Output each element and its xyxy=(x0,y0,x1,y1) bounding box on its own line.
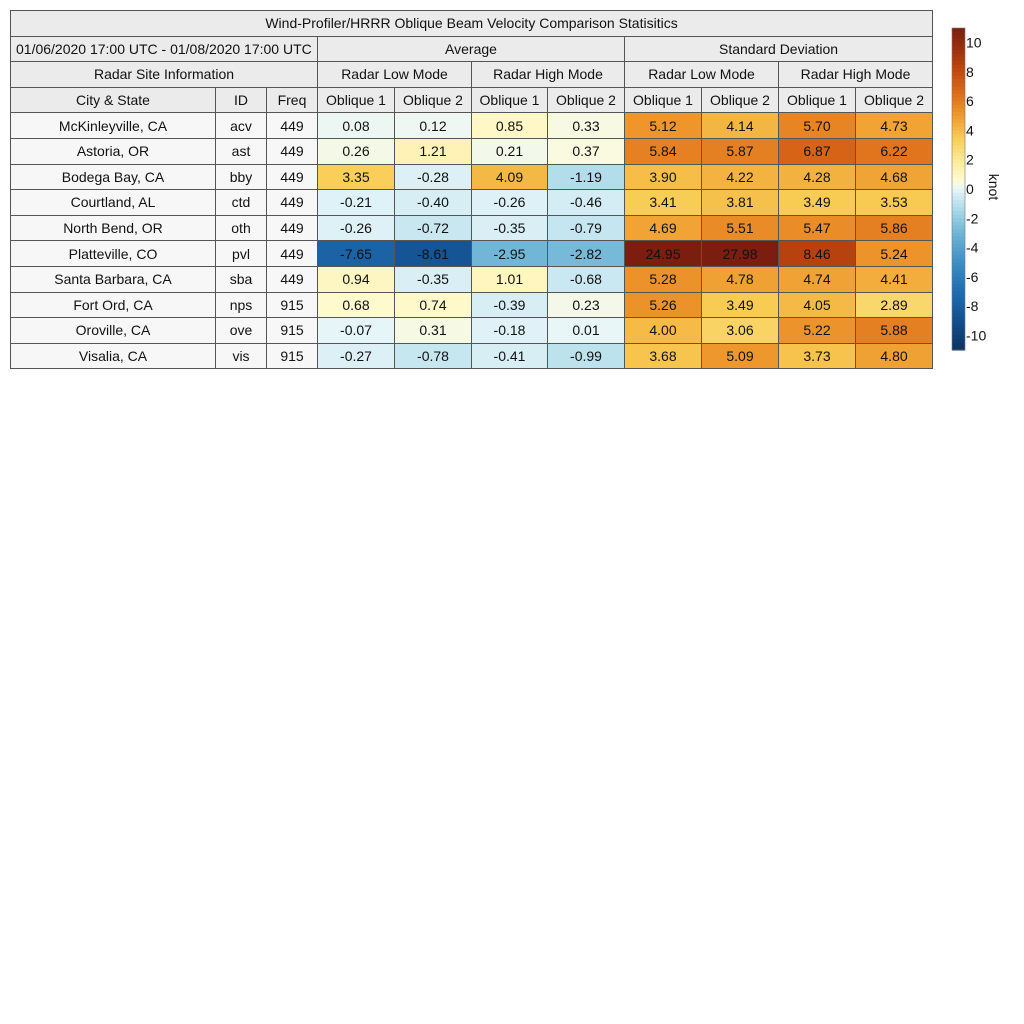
colorbar-segment xyxy=(952,123,965,127)
colorbar-segment xyxy=(952,68,965,72)
site-id: nps xyxy=(216,292,267,318)
value-cell: 5.22 xyxy=(779,318,856,344)
colorbar-segment xyxy=(952,295,965,299)
site-city: Santa Barbara, CA xyxy=(11,266,216,292)
site-id: vis xyxy=(216,343,267,369)
colorbar-tick-label: 4 xyxy=(966,122,974,139)
table-row xyxy=(11,318,933,344)
site-freq: 449 xyxy=(267,164,318,190)
value-cell: -0.72 xyxy=(395,215,472,241)
value-cell: 4.14 xyxy=(702,113,779,139)
colorbar-segment xyxy=(952,222,965,226)
value-cell: -8.61 xyxy=(395,241,472,267)
column-header: Oblique 1 xyxy=(472,87,548,113)
value-cell: 3.81 xyxy=(702,190,779,216)
value-cell: 0.23 xyxy=(548,292,625,318)
table-row xyxy=(11,266,933,292)
table-row xyxy=(11,343,933,369)
colorbar-segment xyxy=(952,291,965,295)
site-city: Fort Ord, CA xyxy=(11,292,216,318)
colorbar-segment xyxy=(952,76,965,80)
site-freq: 449 xyxy=(267,113,318,139)
value-cell: 3.49 xyxy=(702,292,779,318)
value-cell: 5.86 xyxy=(856,215,933,241)
colorbar-segment xyxy=(952,83,965,87)
value-cell: 4.73 xyxy=(856,113,933,139)
site-city: Bodega Bay, CA xyxy=(11,164,216,190)
date-range: 01/06/2020 17:00 UTC - 01/08/2020 17:00 UTC xyxy=(11,36,318,62)
colorbar-segment xyxy=(952,61,965,65)
colorbar xyxy=(950,26,1022,356)
colorbar-segment xyxy=(952,200,965,204)
value-cell: 6.87 xyxy=(779,138,856,164)
value-cell: -0.18 xyxy=(472,318,548,344)
colorbar-segment xyxy=(952,160,965,164)
colorbar-segment xyxy=(952,280,965,284)
value-cell: 0.12 xyxy=(395,113,472,139)
colorbar-segment xyxy=(952,317,965,321)
value-cell: 0.01 xyxy=(548,318,625,344)
value-cell: -0.39 xyxy=(472,292,548,318)
colorbar-segment xyxy=(952,152,965,156)
value-cell: -0.28 xyxy=(395,164,472,190)
column-header: Oblique 2 xyxy=(548,87,625,113)
value-cell: 3.68 xyxy=(625,343,702,369)
value-cell: 0.08 xyxy=(318,113,395,139)
colorbar-segment xyxy=(952,332,965,336)
colorbar-segment xyxy=(952,130,965,134)
value-cell: -1.19 xyxy=(548,164,625,190)
colorbar-segment xyxy=(952,109,965,113)
stddev-group-header: Standard Deviation xyxy=(625,36,933,62)
colorbar-segment xyxy=(952,178,965,182)
site-freq: 915 xyxy=(267,343,318,369)
value-cell: 8.46 xyxy=(779,241,856,267)
value-cell: -0.35 xyxy=(395,266,472,292)
table-row xyxy=(11,241,933,267)
site-freq: 449 xyxy=(267,138,318,164)
value-cell: -0.40 xyxy=(395,190,472,216)
value-cell: -0.78 xyxy=(395,343,472,369)
colorbar-segment xyxy=(952,189,965,193)
colorbar-tick-label: 0 xyxy=(966,181,974,197)
value-cell: 0.68 xyxy=(318,292,395,318)
value-cell: 0.94 xyxy=(318,266,395,292)
value-cell: 4.22 xyxy=(702,164,779,190)
value-cell: 3.53 xyxy=(856,190,933,216)
colorbar-segment xyxy=(952,299,965,303)
value-cell: 4.09 xyxy=(472,164,548,190)
colorbar-segment xyxy=(952,204,965,208)
value-cell: -0.26 xyxy=(318,215,395,241)
colorbar-segment xyxy=(952,54,965,58)
value-cell: 3.49 xyxy=(779,190,856,216)
colorbar-segment xyxy=(952,182,965,186)
mode-header: Radar Low Mode xyxy=(318,62,472,88)
column-header: Oblique 1 xyxy=(779,87,856,113)
site-id: oth xyxy=(216,215,267,241)
site-freq: 449 xyxy=(267,241,318,267)
site-id: ove xyxy=(216,318,267,344)
value-cell: -2.82 xyxy=(548,241,625,267)
colorbar-segment xyxy=(952,43,965,47)
value-cell: 3.73 xyxy=(779,343,856,369)
colorbar-segment xyxy=(952,244,965,248)
site-freq: 915 xyxy=(267,318,318,344)
column-header: Oblique 2 xyxy=(856,87,933,113)
colorbar-segment xyxy=(952,156,965,160)
site-id: ast xyxy=(216,138,267,164)
colorbar-segment xyxy=(952,193,965,197)
colorbar-segment xyxy=(952,262,965,266)
column-header: City & State xyxy=(11,87,216,113)
colorbar-segment xyxy=(952,185,965,189)
value-cell: 1.01 xyxy=(472,266,548,292)
value-cell: 5.88 xyxy=(856,318,933,344)
colorbar-tick-label: 8 xyxy=(966,63,974,80)
value-cell: -0.21 xyxy=(318,190,395,216)
colorbar-segment xyxy=(952,145,965,149)
colorbar-segment xyxy=(952,98,965,102)
site-id: bby xyxy=(216,164,267,190)
colorbar-segment xyxy=(952,79,965,83)
column-header: Oblique 1 xyxy=(625,87,702,113)
column-header: Oblique 1 xyxy=(318,87,395,113)
value-cell: 3.90 xyxy=(625,164,702,190)
site-info-header: Radar Site Information xyxy=(11,62,318,88)
colorbar-segment xyxy=(952,149,965,153)
colorbar-segment xyxy=(952,207,965,211)
column-header: ID xyxy=(216,87,267,113)
colorbar-segment xyxy=(952,167,965,171)
column-header: Oblique 2 xyxy=(395,87,472,113)
colorbar-segment xyxy=(952,127,965,131)
value-cell: 4.74 xyxy=(779,266,856,292)
site-city: McKinleyville, CA xyxy=(11,113,216,139)
colorbar-segment xyxy=(952,116,965,120)
colorbar-segment xyxy=(952,174,965,178)
colorbar-tick-label: 2 xyxy=(966,151,974,168)
value-cell: 27.98 xyxy=(702,241,779,267)
colorbar-segment xyxy=(952,237,965,241)
value-cell: 0.31 xyxy=(395,318,472,344)
colorbar-segment xyxy=(952,134,965,138)
site-city: North Bend, OR xyxy=(11,215,216,241)
value-cell: 5.70 xyxy=(779,113,856,139)
value-cell: 5.26 xyxy=(625,292,702,318)
value-cell: -0.68 xyxy=(548,266,625,292)
colorbar-segment xyxy=(952,339,965,343)
value-cell: 6.22 xyxy=(856,138,933,164)
table-body xyxy=(11,113,933,369)
colorbar-segment xyxy=(952,141,965,145)
value-cell: 4.05 xyxy=(779,292,856,318)
colorbar-tick-label: -8 xyxy=(966,298,979,315)
value-cell: 24.95 xyxy=(625,241,702,267)
table-row xyxy=(11,292,933,318)
value-cell: -0.79 xyxy=(548,215,625,241)
colorbar-segment xyxy=(952,229,965,233)
value-cell: 5.51 xyxy=(702,215,779,241)
site-id: ctd xyxy=(216,190,267,216)
value-cell: -0.46 xyxy=(548,190,625,216)
colorbar-tick-label: -4 xyxy=(966,239,979,256)
site-freq: 915 xyxy=(267,292,318,318)
colorbar-segment xyxy=(952,28,965,32)
value-cell: 4.41 xyxy=(856,266,933,292)
colorbar-segment xyxy=(952,32,965,36)
value-cell: 0.85 xyxy=(472,113,548,139)
value-cell: 0.33 xyxy=(548,113,625,139)
value-cell: 4.00 xyxy=(625,318,702,344)
value-cell: 5.24 xyxy=(856,241,933,267)
colorbar-segment xyxy=(952,171,965,175)
colorbar-tick-label: 6 xyxy=(966,93,974,110)
value-cell: -0.41 xyxy=(472,343,548,369)
colorbar-tick-label: 10 xyxy=(966,34,982,51)
site-id: sba xyxy=(216,266,267,292)
site-city: Courtland, AL xyxy=(11,190,216,216)
colorbar-segment xyxy=(952,270,965,274)
colorbar-segment xyxy=(952,240,965,244)
value-cell: 4.69 xyxy=(625,215,702,241)
site-freq: 449 xyxy=(267,190,318,216)
value-cell: -2.95 xyxy=(472,241,548,267)
site-city: Visalia, CA xyxy=(11,343,216,369)
value-cell: 4.28 xyxy=(779,164,856,190)
average-group-header: Average xyxy=(318,36,625,62)
colorbar-segment xyxy=(952,196,965,200)
colorbar-segment xyxy=(952,313,965,317)
site-city: Oroville, CA xyxy=(11,318,216,344)
colorbar-segment xyxy=(952,138,965,142)
value-cell: -0.35 xyxy=(472,215,548,241)
colorbar-tick-label: -6 xyxy=(966,268,979,285)
colorbar-segment xyxy=(952,306,965,310)
value-cell: 5.09 xyxy=(702,343,779,369)
colorbar-segment xyxy=(952,288,965,292)
value-cell: 5.28 xyxy=(625,266,702,292)
value-cell: 0.26 xyxy=(318,138,395,164)
colorbar-segment xyxy=(952,273,965,277)
colorbar-segment xyxy=(952,119,965,123)
colorbar-segment xyxy=(952,233,965,237)
colorbar-segment xyxy=(952,335,965,339)
table-row xyxy=(11,113,933,139)
colorbar-segment xyxy=(952,259,965,263)
value-cell: -0.07 xyxy=(318,318,395,344)
statistics-table xyxy=(10,10,933,369)
colorbar-segment xyxy=(952,87,965,91)
value-cell: 3.41 xyxy=(625,190,702,216)
value-cell: -0.26 xyxy=(472,190,548,216)
colorbar-segment xyxy=(952,343,965,347)
mode-header: Radar High Mode xyxy=(779,62,933,88)
value-cell: -0.27 xyxy=(318,343,395,369)
value-cell: 3.35 xyxy=(318,164,395,190)
colorbar-segment xyxy=(952,302,965,306)
colorbar-segment xyxy=(952,218,965,222)
colorbar-segment xyxy=(952,226,965,230)
value-cell: 3.06 xyxy=(702,318,779,344)
colorbar-segment xyxy=(952,277,965,281)
colorbar-segment xyxy=(952,35,965,39)
site-freq: 449 xyxy=(267,266,318,292)
value-cell: 0.74 xyxy=(395,292,472,318)
colorbar-segment xyxy=(952,50,965,54)
colorbar-segment xyxy=(952,72,965,76)
table-row xyxy=(11,190,933,216)
colorbar-segment xyxy=(952,57,965,61)
table-row xyxy=(11,164,933,190)
table-row xyxy=(11,215,933,241)
site-city: Platteville, CO xyxy=(11,241,216,267)
colorbar-segment xyxy=(952,251,965,255)
value-cell: 4.68 xyxy=(856,164,933,190)
site-id: pvl xyxy=(216,241,267,267)
colorbar-segment xyxy=(952,328,965,332)
colorbar-segment xyxy=(952,163,965,167)
colorbar-segment xyxy=(952,215,965,219)
colorbar-segment xyxy=(952,101,965,105)
colorbar-segment xyxy=(952,211,965,215)
colorbar-segment xyxy=(952,248,965,252)
column-header: Freq xyxy=(267,87,318,113)
value-cell: 5.87 xyxy=(702,138,779,164)
value-cell: -7.65 xyxy=(318,241,395,267)
colorbar-segment xyxy=(952,46,965,50)
mode-header: Radar High Mode xyxy=(472,62,625,88)
value-cell: -0.99 xyxy=(548,343,625,369)
table-title: Wind-Profiler/HRRR Oblique Beam Velocity Comparison Statisitics xyxy=(11,11,933,37)
value-cell: 5.12 xyxy=(625,113,702,139)
column-header: Oblique 2 xyxy=(702,87,779,113)
colorbar-tick-label: -2 xyxy=(966,210,979,227)
value-cell: 5.47 xyxy=(779,215,856,241)
site-freq: 449 xyxy=(267,215,318,241)
value-cell: 5.84 xyxy=(625,138,702,164)
colorbar-segment xyxy=(952,324,965,328)
colorbar-segment xyxy=(952,310,965,314)
value-cell: 2.89 xyxy=(856,292,933,318)
colorbar-segment xyxy=(952,266,965,270)
colorbar-segment xyxy=(952,255,965,259)
colorbar-segment xyxy=(952,65,965,69)
colorbar-segment xyxy=(952,39,965,43)
colorbar-segment xyxy=(952,112,965,116)
colorbar-segment xyxy=(952,284,965,288)
colorbar-tick-label: -10 xyxy=(966,327,987,344)
table-row xyxy=(11,138,933,164)
value-cell: 4.78 xyxy=(702,266,779,292)
colorbar-segment xyxy=(952,90,965,94)
site-city: Astoria, OR xyxy=(11,138,216,164)
colorbar-segment xyxy=(952,94,965,98)
colorbar-segment xyxy=(952,105,965,109)
value-cell: 1.21 xyxy=(395,138,472,164)
site-id: acv xyxy=(216,113,267,139)
value-cell: 0.21 xyxy=(472,138,548,164)
mode-header: Radar Low Mode xyxy=(625,62,779,88)
value-cell: 4.80 xyxy=(856,343,933,369)
colorbar-segment xyxy=(952,321,965,325)
colorbar-unit-label: knot xyxy=(986,173,1002,201)
value-cell: 0.37 xyxy=(548,138,625,164)
